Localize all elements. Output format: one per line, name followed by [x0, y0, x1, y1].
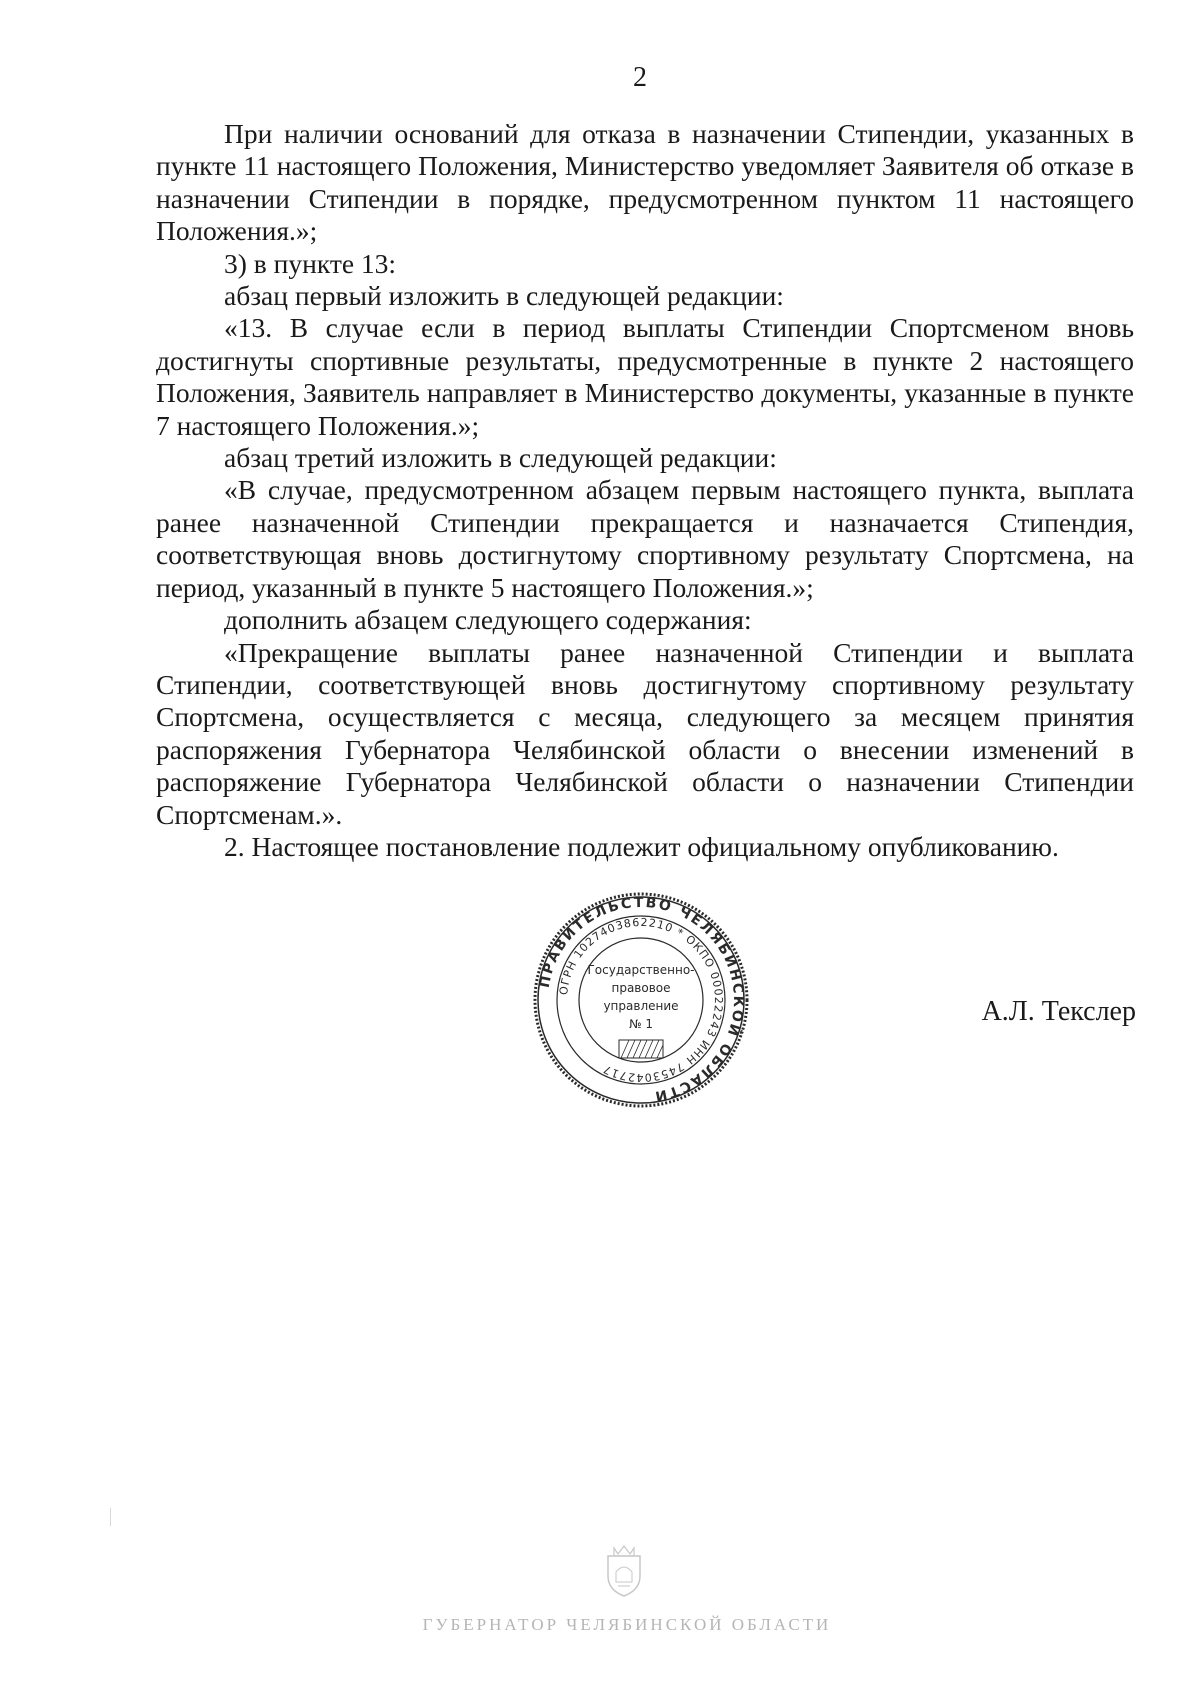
body-paragraph: «В случае, предусмотренном абзацем первым настоящего пункта, выплата ранее назначенной Стипендии прекращается и назначается Стипендия, соответствующая вновь достигнутому спортивному результату Спортсмена, на период, указанный в пункте 5 настоящего Положения.»;: [156, 474, 1134, 603]
document-body: [156, 118, 1134, 863]
body-paragraph: «13. В случае если в период выплаты Стипендии Спортсменом вновь достигнуты спортивные результаты, предусмотренные в пункте 2 настоящего Положения, Заявитель направляет в Министерство документы, указанные в пункте 7 настоящего Положения.»;: [156, 312, 1134, 441]
seal-center-line: № 1: [629, 1017, 653, 1031]
seal-outer-text: ПРАВИТЕЛЬСТВО ЧЕЛЯБИНСКОЙ ОБЛАСТИ: [536, 894, 747, 1105]
coat-of-arms-icon: [602, 1542, 646, 1598]
seal-center-line: Государственно-: [587, 963, 695, 977]
body-paragraph: «Прекращение выплаты ранее назначенной Стипендии и выплата Стипендии, соответствующей вновь достигнутому спортивному результату Спортсмена, осуществляется с месяца, следующего за месяцем принятия распоряжения Губернатора Челябинской области о внесении изменений в распоряжение Губернатора Челябинской области о назначении Стипендии Спортсменам.».: [156, 636, 1134, 830]
body-paragraph: абзац третий изложить в следующей редакции:: [224, 442, 777, 474]
seal-center-line: управление: [603, 999, 679, 1013]
seal-center-line: правовое: [611, 981, 671, 995]
body-paragraph: дополнить абзацем следующего содержания:: [224, 604, 752, 636]
margin-mark: [110, 1508, 111, 1526]
official-seal: [531, 890, 751, 1110]
footer-watermark: ГУБЕРНАТОР ЧЕЛЯБИНСКОЙ ОБЛАСТИ: [422, 1615, 832, 1634]
signatory-name: А.Л. Текслер: [981, 996, 1136, 1027]
body-paragraph: При наличии оснований для отказа в назначении Стипендии, указанных в пункте 11 настоящего Положения, Министерство уведомляет Заявителя об отказе в назначении Стипендии в порядке, предусмотренном пунктом 11 настоящего Положения.»;: [156, 118, 1134, 247]
body-paragraph: абзац первый изложить в следующей редакции:: [224, 280, 784, 312]
body-paragraph: 3) в пункте 13:: [224, 247, 397, 279]
body-paragraph: 2. Настоящее постановление подлежит официальному опубликованию.: [224, 830, 1059, 862]
page-number: 2: [633, 62, 647, 93]
seal-ring-text: ОГРН 1027403862210 * ОКПО 00022243 ИНН 7453042717: [557, 915, 726, 1085]
